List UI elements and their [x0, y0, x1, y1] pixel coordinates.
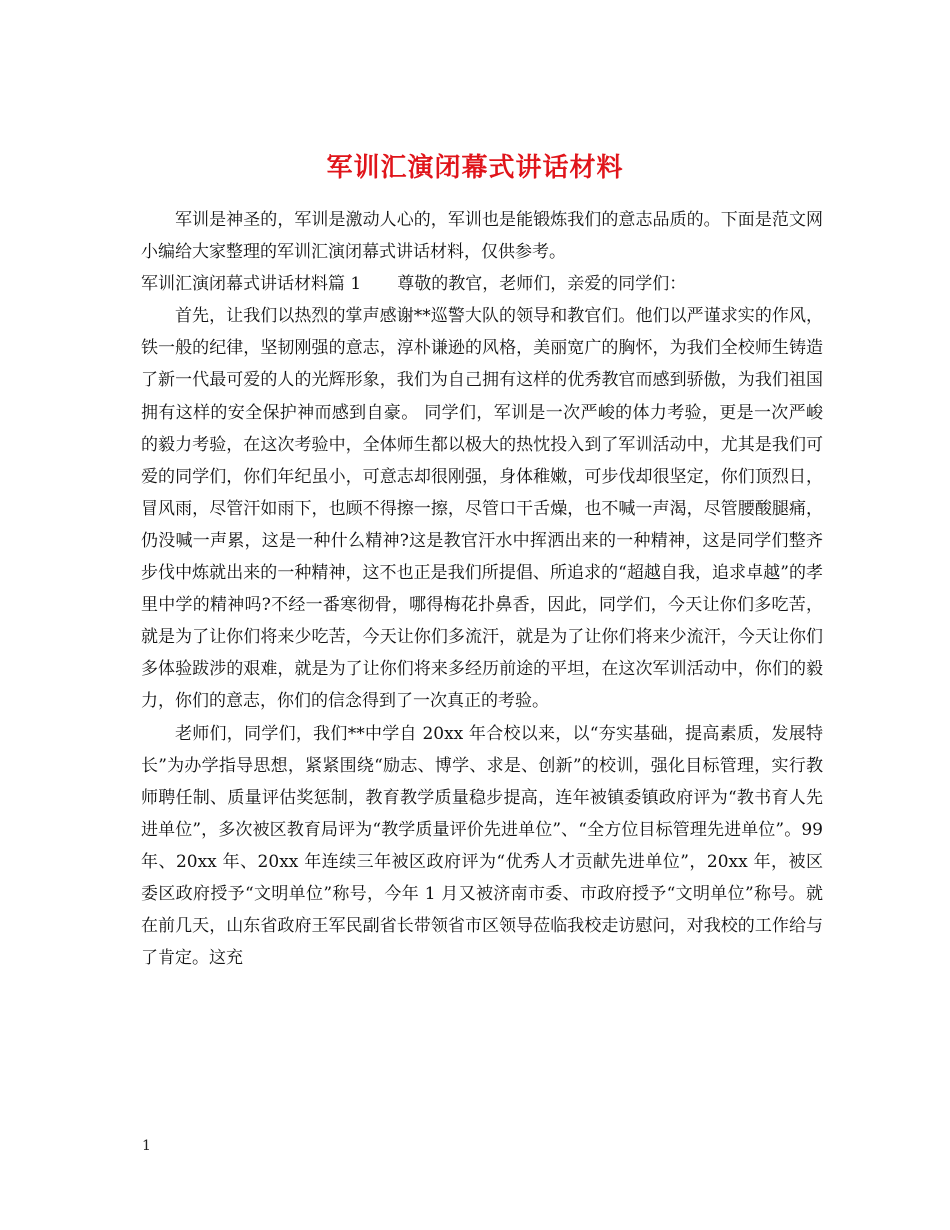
document-title: 军训汇演闭幕式讲话材料	[326, 153, 624, 184]
body-paragraph-1: 首先，让我们以热烈的掌声感谢**巡警大队的领导和教官们。他们以严谨求实的作风，铁一般的纪律，坚韧刚强的意志，淳朴谦逊的风格，美丽宽广的胸怀，为我们全校师生铸造了新一代最可爱的人的光辉形象，我们为自己拥有这样的优秀教官而感到骄傲，为我们祖国拥有这样的安全保护神而感到自豪。 同学们，军训是一次严峻的体力考验，更是一次严峻的毅力考验，在这次考验中，全体师生都以极大的热忱投入到了军训活动中，尤其是我们可爱的同学们，你们年纪虽小，可意志却很刚强，身体稚嫩，可步伐却很坚定，你们顶烈日，冒风雨，尽管汗如雨下，也顾不得擦一擦，尽管口干舌燥，也不喊一声渴，尽管腰酸腿痛，仍没喊一声累，这是一种什么精神?这是教官汗水中挥洒出来的一种精神，这是同学们整齐步伐中炼就出来的一种精神，这不也正是我们所提倡、所追求的“超越自我，追求卓越”的孝里中学的精神吗?不经一番寒彻骨，哪得梅花扑鼻香，因此，同学们，今天让你们多吃苦，就是为了让你们将来少吃苦，今天让你们多流汗，就是为了让你们将来少流汗，今天让你们多体验跋涉的艰难，就是为了让你们将来多经历前途的平坦，在这次军训活动中，你们的毅力，你们的意志，你们的信念得到了一次真正的考验。	[141, 306, 823, 712]
section-heading-line	[141, 268, 823, 300]
section-heading: 军训汇演闭幕式讲话材料篇 1	[141, 274, 362, 295]
intro-paragraph: 军训是神圣的，军训是激动人心的，军训也是能锻炼我们的意志品质的。下面是范文网小编给大家整理的军训汇演闭幕式讲话材料，仅供参考。	[141, 210, 823, 263]
salutation: 尊敬的教官，老师们，亲爱的同学们：	[397, 274, 687, 295]
document-body	[141, 204, 823, 974]
page-number: 1	[142, 1138, 151, 1154]
body-paragraph-2: 老师们，同学们，我们**中学自 20xx 年合校以来，以“夯实基础，提高素质，发展特长”为办学指导思想，紧紧围绕“励志、博学、求是、创新”的校训，强化目标管理，实行教师聘任制、质量评估奖惩制，教育教学质量稳步提高，连年被镇委镇政府评为“教书育人先进单位”，多次被区教育局评为“教学质量评价先进单位”、“全方位目标管理先进单位”。99 年、20xx 年、20xx 年连续三年被区政府评为“优秀人才贡献先进单位”，20xx 年，被区委区政府授予“文明单位”称号，今年 1 月又被济南市委、市政府授予“文明单位”称号。就在前几天，山东省政府王军民副省长带领省市区领导莅临我校走访慰问，对我校的工作给与了肯定。这充	[141, 723, 823, 969]
